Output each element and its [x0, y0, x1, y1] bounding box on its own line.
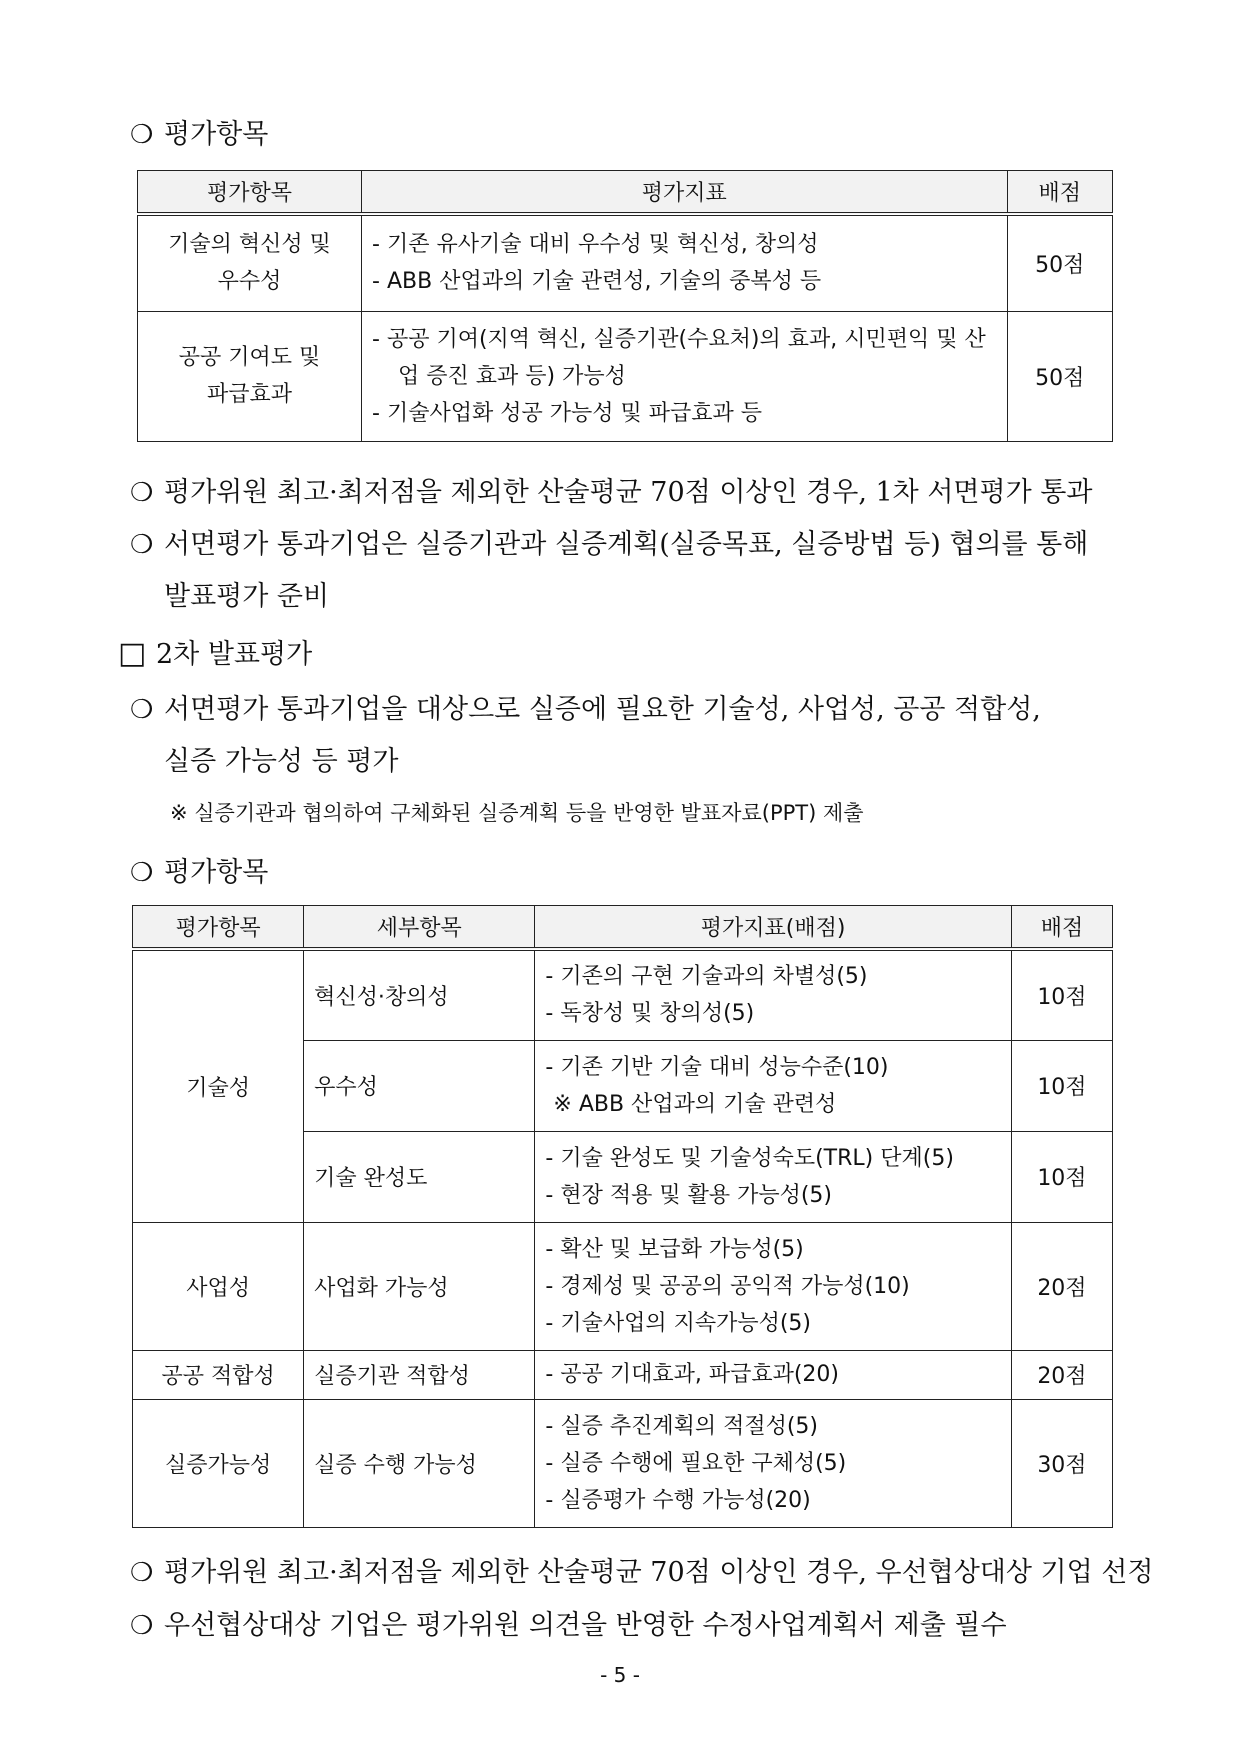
table1-header-indicator: 평가지표	[362, 171, 1007, 215]
table2-header-indicator: 평가지표(배점)	[535, 906, 1011, 950]
table2-score-cell: 10점	[1011, 1131, 1112, 1222]
page-number: - 5 -	[600, 1663, 640, 1687]
table2-sub-cell: 기술 완성도	[304, 1131, 535, 1222]
table1-header-score: 배점	[1007, 171, 1112, 215]
table-row	[138, 311, 1113, 441]
circle-bullet-icon: ❍	[130, 478, 154, 508]
table2-score-cell: 20점	[1011, 1222, 1112, 1350]
table1-indicator-cell: - 공공 기여(지역 혁신, 실증기관(수요처)의 효과, 시민편익 및 산업 증진 효과 등) 가능성 - 기술사업화 성공 가능성 및 파급효과 등	[362, 311, 1007, 441]
table1-score-cell: 50점	[1007, 311, 1112, 441]
table2-indicator-cell: - 실증 추진계획의 적절성(5) - 실증 수행에 필요한 구체성(5) - 실증평가 수행 가능성(20)	[535, 1399, 1011, 1527]
table2-item-cell: 기술성	[133, 949, 304, 1222]
bullet-paragraph: ❍ 서면평가 통과기업을 대상으로 실증에 필요한 기술성, 사업성, 공공 적합성,	[130, 694, 1041, 725]
table2-sub-cell: 혁신성·창의성	[304, 949, 535, 1040]
circle-bullet-icon: ❍	[130, 695, 154, 725]
table-row	[133, 1399, 1113, 1527]
table2-score-cell: 20점	[1011, 1350, 1112, 1399]
circle-bullet-icon: ❍	[130, 1558, 154, 1588]
table2-sub-cell: 우수성	[304, 1040, 535, 1131]
table2-header-sub: 세부항목	[304, 906, 535, 950]
table2-item-cell: 실증가능성	[133, 1399, 304, 1527]
table2-indicator-cell: - 공공 기대효과, 파급효과(20)	[535, 1350, 1011, 1399]
table-row	[138, 214, 1113, 311]
table1-score-cell: 50점	[1007, 214, 1112, 311]
table2-indicator-cell: - 확산 및 보급화 가능성(5) - 경제성 및 공공의 공익적 가능성(10) - 기술사업의 지속가능성(5)	[535, 1222, 1011, 1350]
table2-item-cell: 공공 적합성	[133, 1350, 304, 1399]
bullet-paragraph: ❍ 우선협상대상 기업은 평가위원 의견을 반영한 수정사업계획서 제출 필수	[130, 1610, 1007, 1641]
circle-bullet-icon: ❍	[130, 858, 154, 888]
table2-score-cell: 10점	[1011, 949, 1112, 1040]
section1-heading: ❍ 평가항목	[130, 119, 269, 150]
circle-bullet-icon: ❍	[130, 1611, 154, 1641]
note-text: ※ 실증기관과 협의하여 구체화된 실증계획 등을 반영한 발표자료(PPT) 제출	[170, 801, 864, 825]
table2-indicator-cell: - 기존 기반 기술 대비 성능수준(10) ※ ABB 산업과의 기술 관련성	[535, 1040, 1011, 1131]
table1-indicator-cell: - 기존 유사기술 대비 우수성 및 혁신성, 창의성 - ABB 산업과의 기술 관련성, 기술의 중복성 등	[362, 214, 1007, 311]
evaluation-table-1	[137, 170, 1113, 442]
circle-bullet-icon: ❍	[130, 120, 154, 150]
table-row	[133, 1222, 1113, 1350]
table-row	[133, 1350, 1113, 1399]
table2-header-item: 평가항목	[133, 906, 304, 950]
section2-title: □ 2차 발표평가	[118, 636, 313, 671]
circle-bullet-icon: ❍	[130, 530, 154, 560]
table2-score-cell: 10점	[1011, 1040, 1112, 1131]
table2-indicator-cell: - 기술 완성도 및 기술성숙도(TRL) 단계(5) - 현장 적용 및 활용 가능성(5)	[535, 1131, 1011, 1222]
bullet-paragraph: ❍ 평가위원 최고·최저점을 제외한 산술평균 70점 이상인 경우, 우선협상대상 기업 선정	[130, 1557, 1154, 1588]
table-row	[133, 949, 1113, 1040]
bullet-continuation: 실증 가능성 등 평가	[164, 746, 399, 777]
bullet-paragraph: ❍ 평가위원 최고·최저점을 제외한 산술평균 70점 이상인 경우, 1차 서면평가 통과	[130, 477, 1093, 508]
table2-score-cell: 30점	[1011, 1399, 1112, 1527]
table2-sub-cell: 실증 수행 가능성	[304, 1399, 535, 1527]
table1-item-cell: 기술의 혁신성 및 우수성	[138, 214, 362, 311]
bullet-paragraph: ❍ 서면평가 통과기업은 실증기관과 실증계획(실증목표, 실증방법 등) 협의를 통해	[130, 529, 1089, 560]
evaluation-table-2	[132, 905, 1113, 1528]
table2-sub-cell: 사업화 가능성	[304, 1222, 535, 1350]
table2-header-score: 배점	[1011, 906, 1112, 950]
table2-item-cell: 사업성	[133, 1222, 304, 1350]
table1-header-item: 평가항목	[138, 171, 362, 215]
section2-heading: ❍ 평가항목	[130, 857, 269, 888]
bullet-continuation: 발표평가 준비	[164, 581, 330, 612]
square-bullet-icon: □	[118, 636, 147, 671]
table2-sub-cell: 실증기관 적합성	[304, 1350, 535, 1399]
table1-item-cell: 공공 기여도 및 파급효과	[138, 311, 362, 441]
table2-indicator-cell: - 기존의 구현 기술과의 차별성(5) - 독창성 및 창의성(5)	[535, 949, 1011, 1040]
